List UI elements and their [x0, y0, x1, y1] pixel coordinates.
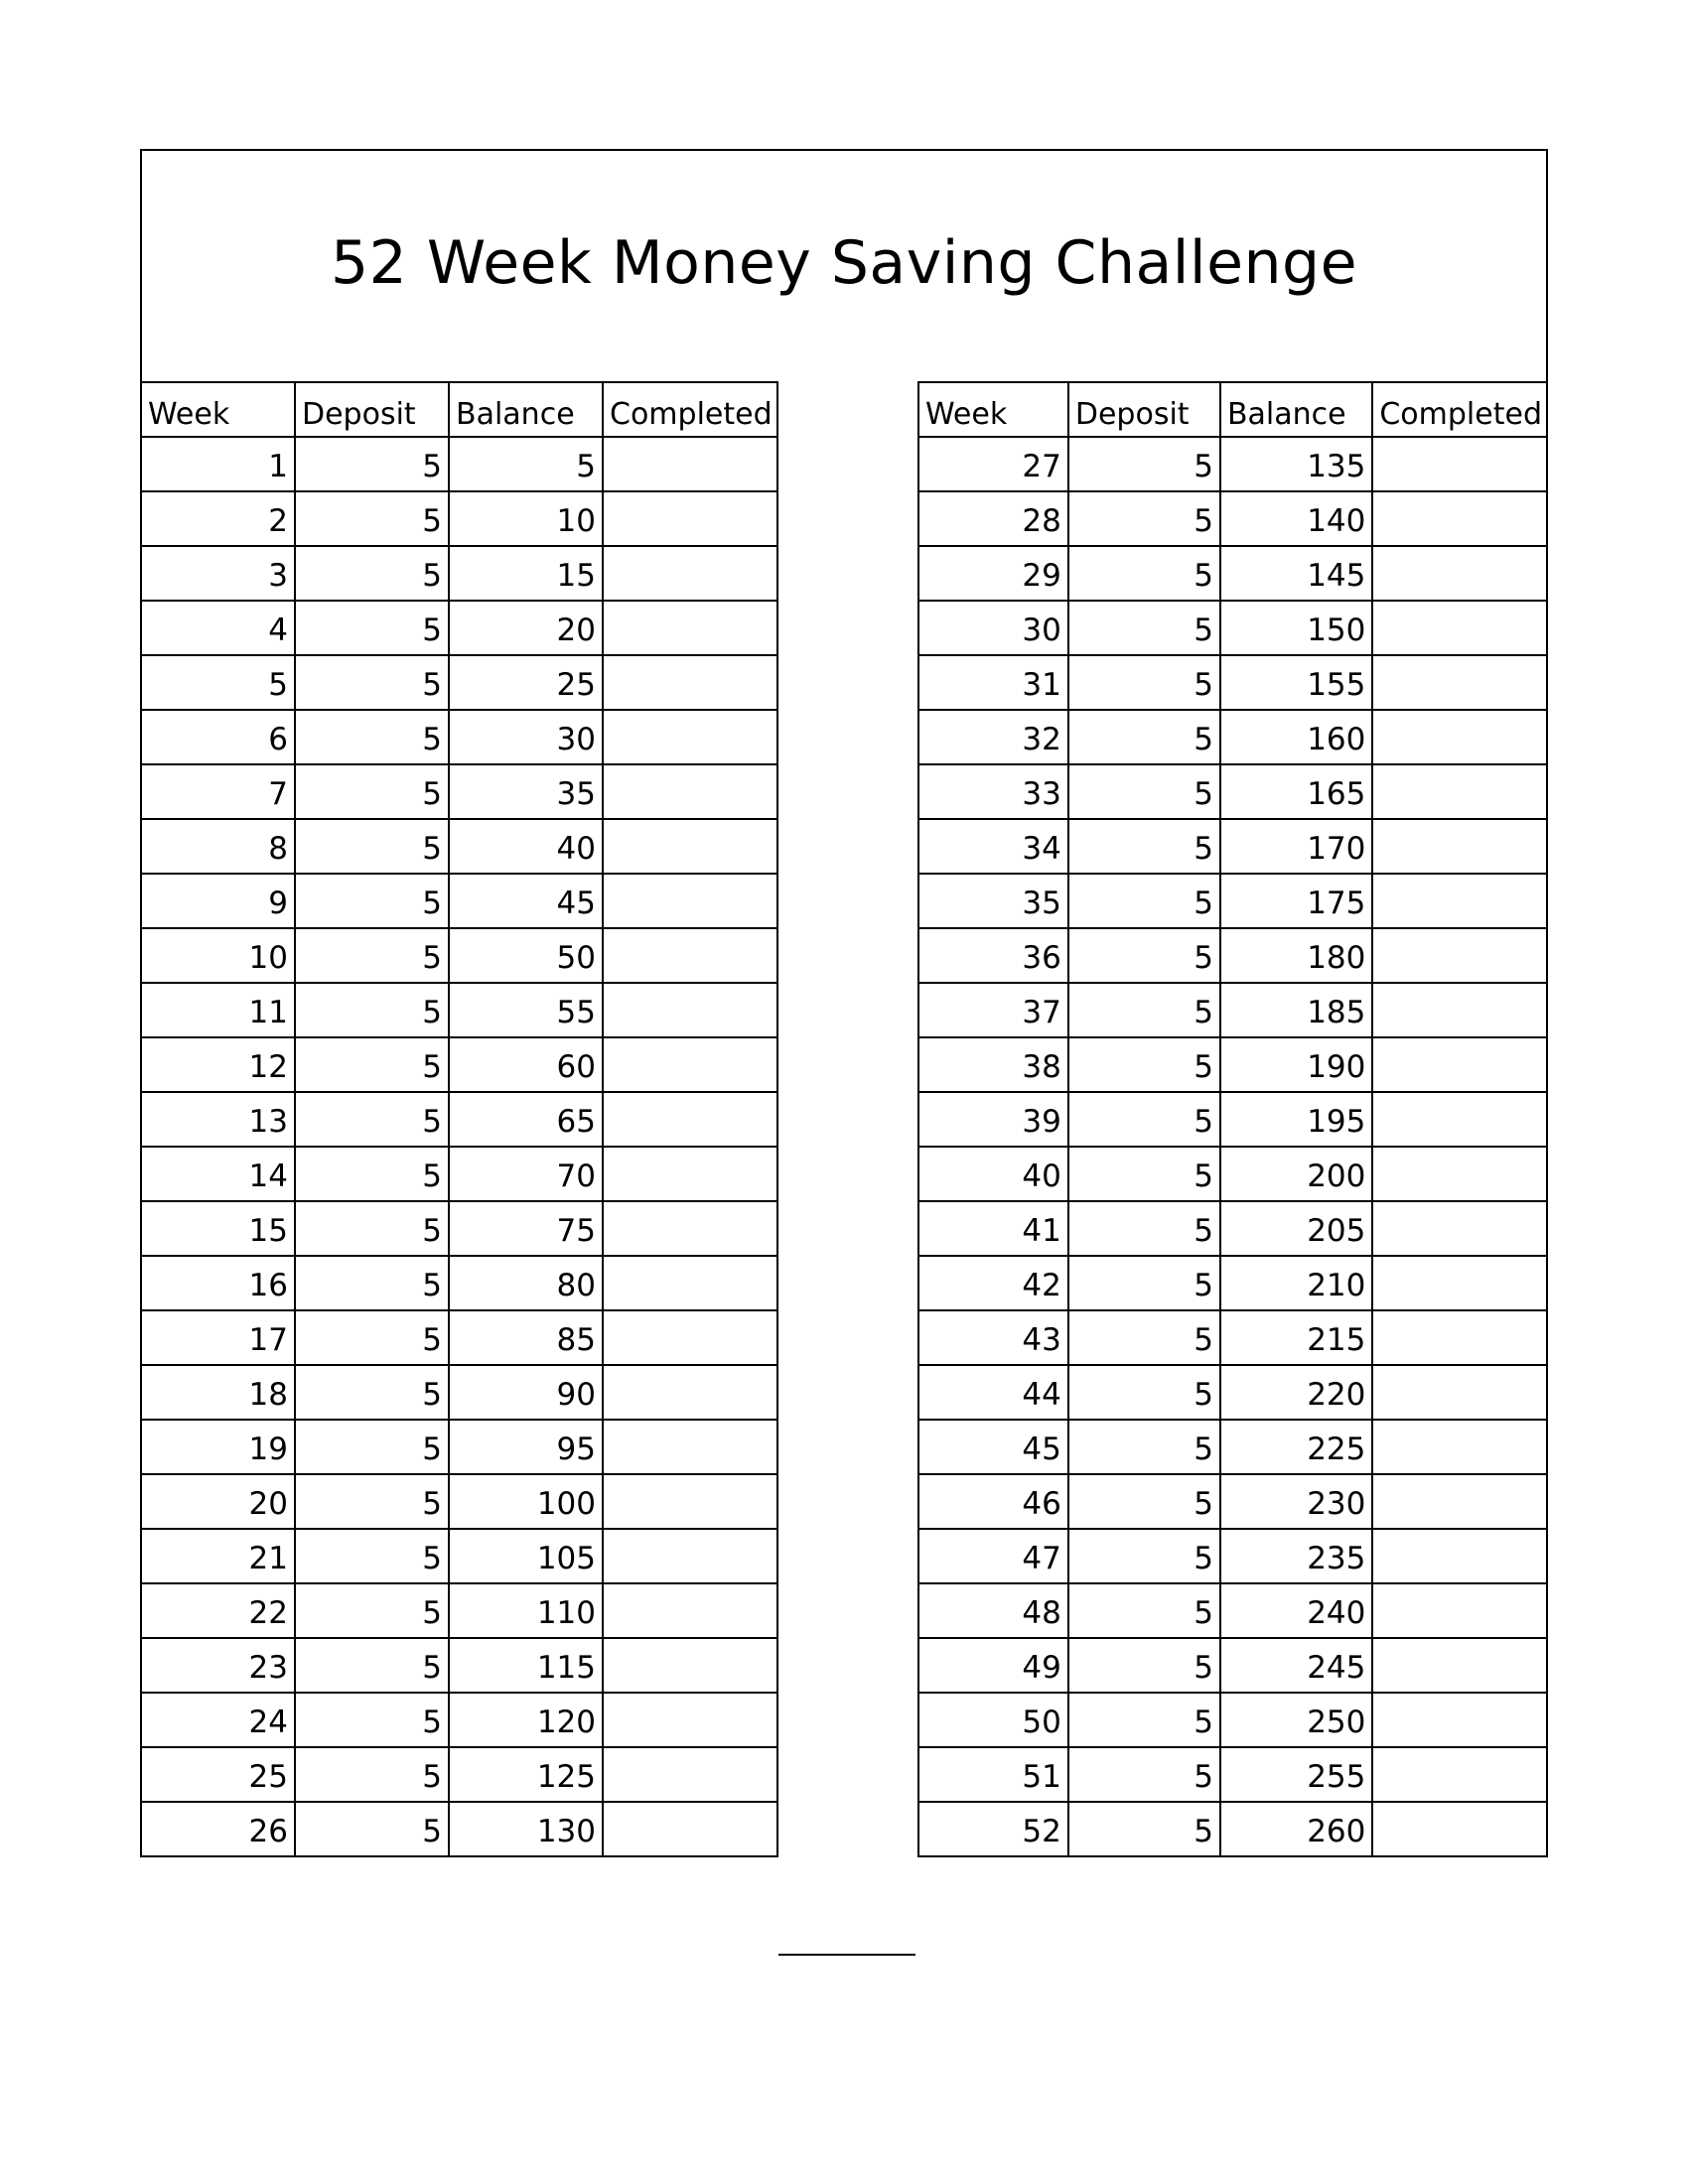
completed-checkbox-cell[interactable]	[603, 1365, 777, 1420]
balance-cell: 5	[449, 437, 603, 491]
balance-cell: 55	[449, 983, 603, 1037]
table-row	[141, 983, 777, 1037]
table-row	[141, 1583, 777, 1638]
deposit-cell: 5	[295, 1529, 449, 1583]
deposit-cell: 5	[1068, 1747, 1220, 1802]
balance-cell: 175	[1220, 874, 1372, 928]
table-row	[141, 1147, 777, 1201]
week-cell: 4	[141, 601, 295, 655]
deposit-cell: 5	[295, 1583, 449, 1638]
deposit-cell: 5	[1068, 601, 1220, 655]
deposit-cell: 5	[295, 1201, 449, 1256]
deposit-cell: 5	[1068, 1529, 1220, 1583]
completed-checkbox-cell[interactable]	[1372, 874, 1547, 928]
balance-cell: 225	[1220, 1420, 1372, 1474]
week-cell: 18	[141, 1365, 295, 1420]
deposit-cell: 5	[295, 491, 449, 546]
deposit-cell: 5	[1068, 1147, 1220, 1201]
completed-checkbox-cell[interactable]	[1372, 764, 1547, 819]
table-row	[141, 1310, 777, 1365]
balance-cell: 230	[1220, 1474, 1372, 1529]
deposit-cell: 5	[1068, 764, 1220, 819]
deposit-header: Deposit	[295, 382, 449, 437]
deposit-cell: 5	[295, 1802, 449, 1856]
week-cell: 34	[918, 819, 1068, 874]
table-row	[918, 491, 1547, 546]
completed-checkbox-cell[interactable]	[1372, 601, 1547, 655]
table-row	[918, 1747, 1547, 1802]
week-cell: 48	[918, 1583, 1068, 1638]
week-cell: 47	[918, 1529, 1068, 1583]
balance-cell: 255	[1220, 1747, 1372, 1802]
table-row	[918, 983, 1547, 1037]
completed-checkbox-cell[interactable]	[603, 1693, 777, 1747]
week-header: Week	[141, 382, 295, 437]
week-cell: 49	[918, 1638, 1068, 1693]
deposit-cell: 5	[295, 1638, 449, 1693]
completed-checkbox-cell[interactable]	[1372, 1638, 1547, 1693]
balance-cell: 75	[449, 1201, 603, 1256]
completed-checkbox-cell[interactable]	[603, 983, 777, 1037]
deposit-cell: 5	[1068, 1420, 1220, 1474]
deposit-cell: 5	[1068, 1037, 1220, 1092]
deposit-cell: 5	[1068, 1310, 1220, 1365]
deposit-cell: 5	[1068, 983, 1220, 1037]
completed-checkbox-cell[interactable]	[1372, 546, 1547, 601]
completed-checkbox-cell[interactable]	[1372, 983, 1547, 1037]
table-row	[918, 1201, 1547, 1256]
deposit-cell: 5	[1068, 819, 1220, 874]
balance-cell: 120	[449, 1693, 603, 1747]
completed-checkbox-cell[interactable]	[603, 1474, 777, 1529]
week-cell: 23	[141, 1638, 295, 1693]
week-cell: 51	[918, 1747, 1068, 1802]
balance-cell: 35	[449, 764, 603, 819]
deposit-cell: 5	[1068, 874, 1220, 928]
week-cell: 10	[141, 928, 295, 983]
week-cell: 45	[918, 1420, 1068, 1474]
table-row	[918, 1256, 1547, 1310]
balance-cell: 150	[1220, 601, 1372, 655]
completed-checkbox-cell[interactable]	[1372, 437, 1547, 491]
table-row	[918, 710, 1547, 764]
table-row	[918, 1147, 1547, 1201]
week-cell: 26	[141, 1802, 295, 1856]
table-row	[141, 1365, 777, 1420]
table-row	[918, 874, 1547, 928]
completed-checkbox-cell[interactable]	[603, 546, 777, 601]
deposit-cell: 5	[295, 601, 449, 655]
completed-checkbox-cell[interactable]	[1372, 1256, 1547, 1310]
week-cell: 7	[141, 764, 295, 819]
deposit-cell: 5	[1068, 1802, 1220, 1856]
completed-checkbox-cell[interactable]	[1372, 1037, 1547, 1092]
week-cell: 29	[918, 546, 1068, 601]
table-row	[918, 546, 1547, 601]
balance-header: Balance	[1220, 382, 1372, 437]
week-cell: 17	[141, 1310, 295, 1365]
completed-checkbox-cell[interactable]	[1372, 928, 1547, 983]
balance-cell: 25	[449, 655, 603, 710]
week-cell: 3	[141, 546, 295, 601]
deposit-cell: 5	[295, 1365, 449, 1420]
week-cell: 30	[918, 601, 1068, 655]
table-row	[141, 1529, 777, 1583]
deposit-cell: 5	[1068, 1474, 1220, 1529]
completed-checkbox-cell[interactable]	[603, 1256, 777, 1310]
table-row	[141, 601, 777, 655]
balance-cell: 115	[449, 1638, 603, 1693]
week-cell: 5	[141, 655, 295, 710]
week-cell: 15	[141, 1201, 295, 1256]
week-cell: 11	[141, 983, 295, 1037]
deposit-cell: 5	[295, 1747, 449, 1802]
week-cell: 44	[918, 1365, 1068, 1420]
week-cell: 19	[141, 1420, 295, 1474]
balance-cell: 80	[449, 1256, 603, 1310]
completed-checkbox-cell[interactable]	[603, 1201, 777, 1256]
table-row	[918, 1693, 1547, 1747]
week-cell: 9	[141, 874, 295, 928]
deposit-cell: 5	[1068, 437, 1220, 491]
table-row	[141, 1802, 777, 1856]
completed-checkbox-cell[interactable]	[603, 1583, 777, 1638]
deposit-cell: 5	[295, 928, 449, 983]
completed-checkbox-cell[interactable]	[1372, 1747, 1547, 1802]
deposit-cell: 5	[1068, 1256, 1220, 1310]
week-cell: 12	[141, 1037, 295, 1092]
completed-checkbox-cell[interactable]	[1372, 1092, 1547, 1147]
table-row	[141, 655, 777, 710]
completed-checkbox-cell[interactable]	[1372, 491, 1547, 546]
table-gap-divider	[778, 1954, 915, 1956]
balance-cell: 70	[449, 1147, 603, 1201]
balance-cell: 165	[1220, 764, 1372, 819]
week-cell: 35	[918, 874, 1068, 928]
deposit-cell: 5	[295, 764, 449, 819]
week-cell: 24	[141, 1693, 295, 1747]
table-row	[918, 819, 1547, 874]
completed-checkbox-cell[interactable]	[1372, 1147, 1547, 1201]
table-row	[141, 1420, 777, 1474]
completed-checkbox-cell[interactable]	[603, 1747, 777, 1802]
balance-cell: 105	[449, 1529, 603, 1583]
balance-cell: 30	[449, 710, 603, 764]
week-cell: 50	[918, 1693, 1068, 1747]
table-row	[141, 1037, 777, 1092]
week-cell: 39	[918, 1092, 1068, 1147]
balance-cell: 260	[1220, 1802, 1372, 1856]
balance-cell: 45	[449, 874, 603, 928]
completed-checkbox-cell[interactable]	[603, 601, 777, 655]
table-row	[918, 437, 1547, 491]
balance-cell: 235	[1220, 1529, 1372, 1583]
table-row	[141, 1256, 777, 1310]
deposit-cell: 5	[295, 1420, 449, 1474]
week-cell: 33	[918, 764, 1068, 819]
title-box	[140, 149, 1548, 383]
week-header: Week	[918, 382, 1068, 437]
table-row	[141, 1092, 777, 1147]
deposit-cell: 5	[1068, 928, 1220, 983]
balance-header: Balance	[449, 382, 603, 437]
completed-checkbox-cell[interactable]	[603, 819, 777, 874]
deposit-cell: 5	[1068, 1638, 1220, 1693]
week-cell: 32	[918, 710, 1068, 764]
week-cell: 37	[918, 983, 1068, 1037]
deposit-cell: 5	[1068, 710, 1220, 764]
balance-cell: 240	[1220, 1583, 1372, 1638]
table-row	[141, 1474, 777, 1529]
completed-checkbox-cell[interactable]	[603, 491, 777, 546]
week-cell: 6	[141, 710, 295, 764]
table-row	[918, 1802, 1547, 1856]
table-row	[141, 928, 777, 983]
balance-cell: 140	[1220, 491, 1372, 546]
completed-checkbox-cell[interactable]	[603, 874, 777, 928]
balance-cell: 130	[449, 1802, 603, 1856]
table-row	[918, 1037, 1547, 1092]
completed-header: Completed	[603, 382, 777, 437]
week-cell: 25	[141, 1747, 295, 1802]
balance-cell: 10	[449, 491, 603, 546]
week-cell: 21	[141, 1529, 295, 1583]
table-row	[141, 1638, 777, 1693]
completed-checkbox-cell[interactable]	[603, 1802, 777, 1856]
header-row	[918, 382, 1547, 437]
balance-cell: 15	[449, 546, 603, 601]
deposit-cell: 5	[1068, 1693, 1220, 1747]
completed-checkbox-cell[interactable]	[603, 1638, 777, 1693]
week-cell: 36	[918, 928, 1068, 983]
week-cell: 46	[918, 1474, 1068, 1529]
week-cell: 1	[141, 437, 295, 491]
completed-checkbox-cell[interactable]	[603, 764, 777, 819]
deposit-cell: 5	[295, 1474, 449, 1529]
completed-checkbox-cell[interactable]	[1372, 1583, 1547, 1638]
week-cell: 52	[918, 1802, 1068, 1856]
deposit-cell: 5	[295, 1693, 449, 1747]
completed-checkbox-cell[interactable]	[603, 710, 777, 764]
balance-cell: 170	[1220, 819, 1372, 874]
week-cell: 13	[141, 1092, 295, 1147]
table-row	[918, 655, 1547, 710]
deposit-cell: 5	[295, 1310, 449, 1365]
balance-cell: 190	[1220, 1037, 1372, 1092]
deposit-cell: 5	[295, 819, 449, 874]
table-row	[918, 1092, 1547, 1147]
completed-checkbox-cell[interactable]	[1372, 819, 1547, 874]
completed-checkbox-cell[interactable]	[603, 1310, 777, 1365]
balance-cell: 100	[449, 1474, 603, 1529]
week-cell: 41	[918, 1201, 1068, 1256]
deposit-cell: 5	[295, 437, 449, 491]
table-row	[918, 1529, 1547, 1583]
completed-checkbox-cell[interactable]	[1372, 1529, 1547, 1583]
completed-checkbox-cell[interactable]	[1372, 1474, 1547, 1529]
deposit-cell: 5	[295, 1037, 449, 1092]
week-cell: 42	[918, 1256, 1068, 1310]
week-cell: 27	[918, 437, 1068, 491]
completed-header: Completed	[1372, 382, 1547, 437]
balance-cell: 85	[449, 1310, 603, 1365]
balance-cell: 210	[1220, 1256, 1372, 1310]
balance-cell: 50	[449, 928, 603, 983]
table-row	[918, 928, 1547, 983]
completed-checkbox-cell[interactable]	[603, 1147, 777, 1201]
header-row	[141, 382, 777, 437]
completed-checkbox-cell[interactable]	[1372, 1365, 1547, 1420]
balance-cell: 135	[1220, 437, 1372, 491]
deposit-cell: 5	[1068, 1201, 1220, 1256]
deposit-cell: 5	[295, 655, 449, 710]
week-cell: 31	[918, 655, 1068, 710]
balance-cell: 125	[449, 1747, 603, 1802]
table-row	[141, 874, 777, 928]
table-row	[141, 764, 777, 819]
balance-cell: 145	[1220, 546, 1372, 601]
balance-cell: 220	[1220, 1365, 1372, 1420]
balance-cell: 195	[1220, 1092, 1372, 1147]
completed-checkbox-cell[interactable]	[1372, 1310, 1547, 1365]
completed-checkbox-cell[interactable]	[1372, 1802, 1547, 1856]
week-cell: 8	[141, 819, 295, 874]
week-cell: 20	[141, 1474, 295, 1529]
deposit-cell: 5	[1068, 655, 1220, 710]
table-row	[141, 437, 777, 491]
completed-checkbox-cell[interactable]	[1372, 655, 1547, 710]
weeks-27-52-table	[917, 381, 1548, 1857]
deposit-cell: 5	[295, 1256, 449, 1310]
table-row	[141, 1693, 777, 1747]
table-row	[918, 1310, 1547, 1365]
deposit-cell: 5	[1068, 1092, 1220, 1147]
balance-cell: 205	[1220, 1201, 1372, 1256]
deposit-cell: 5	[295, 874, 449, 928]
challenge-sheet	[140, 149, 1548, 1959]
table-row	[141, 546, 777, 601]
table-row	[918, 1583, 1547, 1638]
balance-cell: 20	[449, 601, 603, 655]
week-cell: 14	[141, 1147, 295, 1201]
completed-checkbox-cell[interactable]	[603, 928, 777, 983]
week-cell: 16	[141, 1256, 295, 1310]
deposit-cell: 5	[295, 1092, 449, 1147]
balance-cell: 110	[449, 1583, 603, 1638]
table-row	[918, 764, 1547, 819]
completed-checkbox-cell[interactable]	[603, 1092, 777, 1147]
completed-checkbox-cell[interactable]	[1372, 1201, 1547, 1256]
balance-cell: 250	[1220, 1693, 1372, 1747]
table-row	[141, 819, 777, 874]
page-title: 52 Week Money Saving Challenge	[330, 228, 1358, 298]
balance-cell: 40	[449, 819, 603, 874]
deposit-cell: 5	[295, 1147, 449, 1201]
table-row	[918, 1420, 1547, 1474]
table-row	[918, 1638, 1547, 1693]
balance-cell: 200	[1220, 1147, 1372, 1201]
table-row	[141, 1201, 777, 1256]
completed-checkbox-cell[interactable]	[603, 655, 777, 710]
completed-checkbox-cell[interactable]	[603, 1420, 777, 1474]
completed-checkbox-cell[interactable]	[603, 437, 777, 491]
weeks-1-26-table	[140, 381, 778, 1857]
week-cell: 2	[141, 491, 295, 546]
deposit-cell: 5	[1068, 546, 1220, 601]
table-row	[141, 1747, 777, 1802]
week-cell: 28	[918, 491, 1068, 546]
deposit-cell: 5	[295, 710, 449, 764]
balance-cell: 90	[449, 1365, 603, 1420]
balance-cell: 185	[1220, 983, 1372, 1037]
balance-cell: 215	[1220, 1310, 1372, 1365]
balance-cell: 95	[449, 1420, 603, 1474]
week-cell: 22	[141, 1583, 295, 1638]
table-row	[141, 491, 777, 546]
balance-cell: 245	[1220, 1638, 1372, 1693]
completed-checkbox-cell[interactable]	[1372, 710, 1547, 764]
balance-cell: 65	[449, 1092, 603, 1147]
table-row	[918, 601, 1547, 655]
deposit-cell: 5	[1068, 1583, 1220, 1638]
balance-cell: 60	[449, 1037, 603, 1092]
completed-checkbox-cell[interactable]	[603, 1529, 777, 1583]
table-row	[918, 1365, 1547, 1420]
table-row	[141, 710, 777, 764]
deposit-header: Deposit	[1068, 382, 1220, 437]
deposit-cell: 5	[1068, 491, 1220, 546]
deposit-cell: 5	[295, 546, 449, 601]
table-row	[918, 1474, 1547, 1529]
deposit-cell: 5	[1068, 1365, 1220, 1420]
week-cell: 43	[918, 1310, 1068, 1365]
week-cell: 40	[918, 1147, 1068, 1201]
week-cell: 38	[918, 1037, 1068, 1092]
completed-checkbox-cell[interactable]	[603, 1037, 777, 1092]
completed-checkbox-cell[interactable]	[1372, 1693, 1547, 1747]
completed-checkbox-cell[interactable]	[1372, 1420, 1547, 1474]
balance-cell: 155	[1220, 655, 1372, 710]
deposit-cell: 5	[295, 983, 449, 1037]
balance-cell: 160	[1220, 710, 1372, 764]
balance-cell: 180	[1220, 928, 1372, 983]
